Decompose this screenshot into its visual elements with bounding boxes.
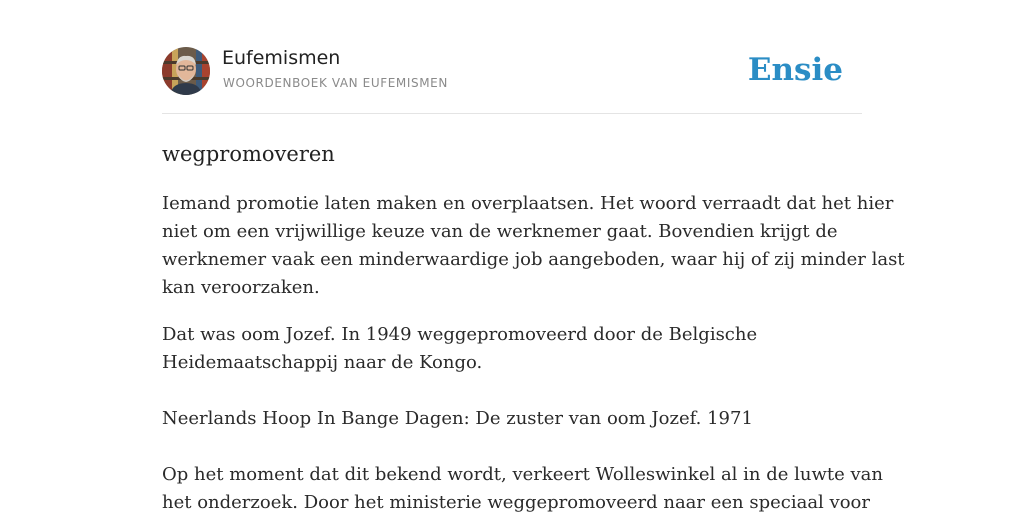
author-subtitle[interactable]: WOORDENBOEK VAN EUFEMISMEN (223, 76, 448, 90)
example-source-line: Neerlands Hoop In Bange Dagen: De zuster van oom Jozef. 1971 (162, 408, 753, 429)
entry-title: wegpromoveren (162, 142, 335, 166)
definition-line: Iemand promotie laten maken en overplaatsen. Het woord verraadt dat het hier (162, 193, 894, 214)
header (162, 0, 862, 114)
definition-paragraph (162, 190, 905, 302)
example-line: Heidemaatschappij naar de Kongo. (162, 352, 483, 373)
definition-line: werknemer vaak een minderwaardige job aangeboden, waar hij of zij minder last (162, 249, 905, 270)
definition-line: niet om een vrijwillige keuze van de werknemer gaat. Bovendien krijgt de (162, 221, 838, 242)
example-line (162, 377, 862, 405)
avatar-image (162, 47, 210, 95)
author-name[interactable]: Eufemismen (222, 47, 341, 69)
example-line: het onderzoek. Door het ministerie weggepromoveerd naar een speciaal voor (162, 492, 870, 512)
brand-logo[interactable]: Ensie (747, 52, 843, 88)
example-line (162, 433, 862, 461)
entry-content (162, 190, 905, 512)
definition-line: kan veroorzaken. (162, 277, 320, 298)
example-paragraph (162, 321, 883, 512)
content-container (162, 0, 905, 512)
example-line: Dat was oom Jozef. In 1949 weggepromoveerd door de Belgische (162, 324, 758, 345)
example-line: Op het moment dat dit bekend wordt, verkeert Wolleswinkel al in de luwte van (162, 464, 883, 485)
author-avatar[interactable] (162, 47, 210, 95)
